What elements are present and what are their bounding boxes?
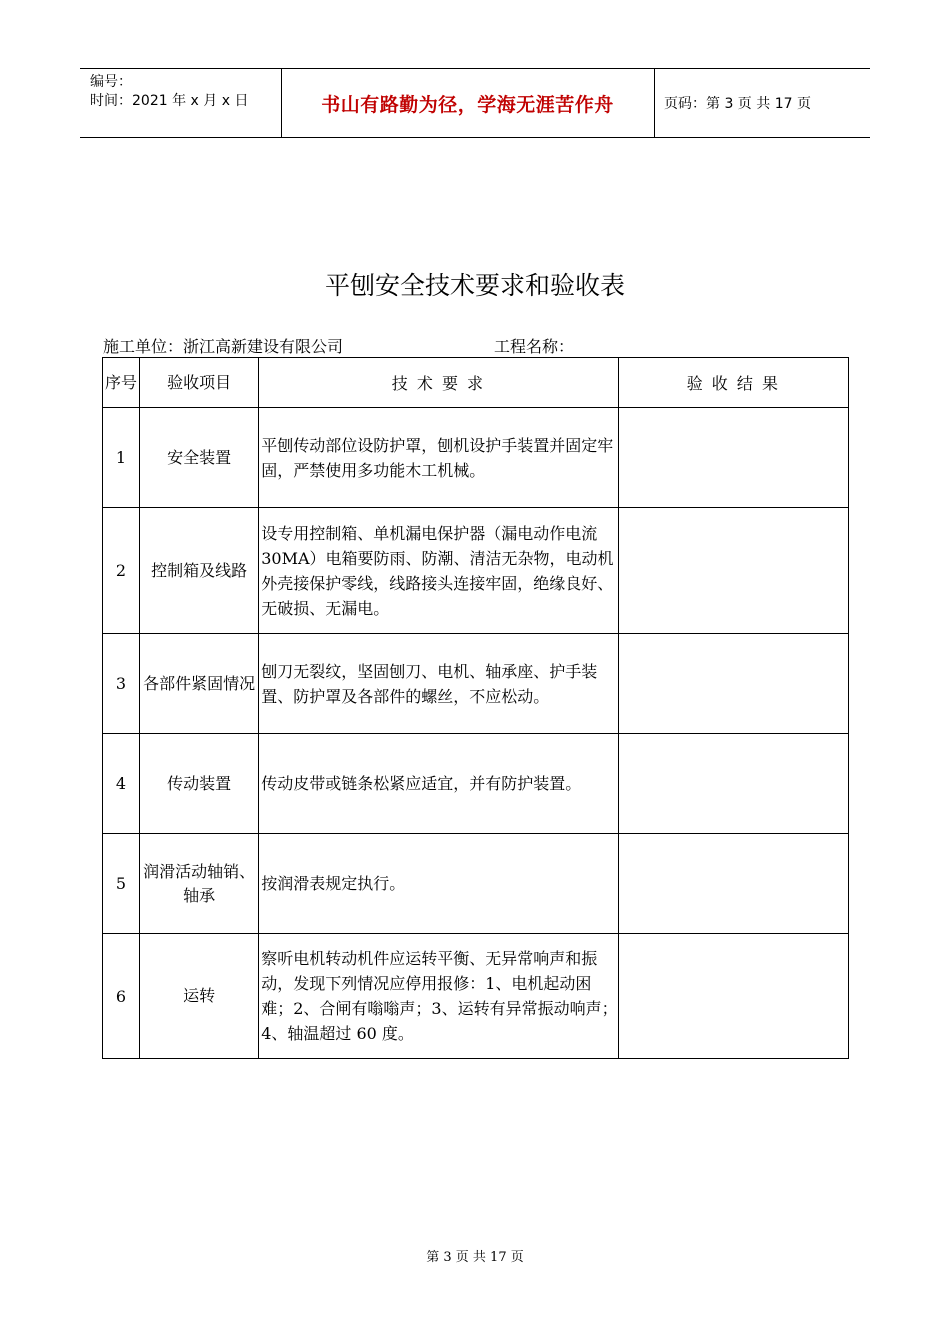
- header-item: 验收项目: [140, 358, 259, 408]
- row-index: 3: [103, 634, 140, 734]
- acceptance-table: [102, 357, 849, 1059]
- table-row: [103, 934, 849, 1059]
- project-name: 工程名称：: [494, 337, 575, 356]
- row-item: 润滑活动轴销、轴承: [140, 834, 259, 934]
- row-index: 2: [103, 508, 140, 634]
- construction-unit: 施工单位：浙江高新建设有限公司: [103, 337, 344, 356]
- row-index: 1: [103, 408, 140, 508]
- row-result[interactable]: [618, 834, 848, 934]
- document-date-label: 时间：2021 年 x 月 x 日: [90, 93, 249, 109]
- row-result[interactable]: [618, 508, 848, 634]
- row-requirement: 传动皮带或链条松紧应适宜，并有防护装置。: [259, 734, 618, 834]
- table-row: [103, 634, 849, 734]
- header-motto: 书山有路勤为径，学海无涯苦作舟: [321, 93, 614, 116]
- row-item: 各部件紧固情况: [140, 634, 259, 734]
- row-requirement: 刨刀无裂纹，坚固刨刀、电机、轴承座、护手装置、防护罩及各部件的螺丝，不应松动。: [259, 634, 618, 734]
- page-header: [80, 68, 870, 138]
- row-result[interactable]: [618, 408, 848, 508]
- header-divider: [654, 69, 655, 137]
- page-footer: 第 3 页 共 17 页: [426, 1250, 524, 1265]
- document-title: 平刨安全技术要求和验收表: [324, 271, 625, 300]
- row-requirement: 察听电机转动机件应运转平衡、无异常响声和振动，发现下列情况应停用报修：1、电机起动困难；2、合闸有嗡嗡声；3、运转有异常振动响声；4、轴温超过 60 度。: [259, 934, 618, 1059]
- row-requirement: 平刨传动部位设防护罩，刨机设护手装置并固定牢固，严禁使用多功能木工机械。: [259, 408, 618, 508]
- header-page-number: 页码：第 3 页 共 17 页: [664, 96, 811, 112]
- row-item: 安全装置: [140, 408, 259, 508]
- row-result[interactable]: [618, 734, 848, 834]
- row-result[interactable]: [618, 634, 848, 734]
- row-index: 4: [103, 734, 140, 834]
- row-requirement: 按润滑表规定执行。: [259, 834, 618, 934]
- header-requirement: 技 术 要 求: [259, 358, 618, 408]
- table-row: [103, 508, 849, 634]
- row-item: 控制箱及线路: [140, 508, 259, 634]
- row-result[interactable]: [618, 934, 848, 1059]
- table-row: [103, 834, 849, 934]
- row-item: 传动装置: [140, 734, 259, 834]
- document-number-label: 编号：: [90, 74, 132, 90]
- header-result: 验 收 结 果: [618, 358, 848, 408]
- row-index: 5: [103, 834, 140, 934]
- table-row: [103, 408, 849, 508]
- table-row: [103, 734, 849, 834]
- row-requirement: 设专用控制箱、单机漏电保护器（漏电动作电流 30MA）电箱要防雨、防潮、清洁无杂物，电动机外壳接保护零线，线路接头连接牢固，绝缘良好、无破损、无漏电。: [259, 508, 618, 634]
- header-info: [90, 73, 280, 111]
- table-header-row: [103, 358, 849, 408]
- header-index: 序号: [103, 358, 140, 408]
- row-index: 6: [103, 934, 140, 1059]
- row-item: 运转: [140, 934, 259, 1059]
